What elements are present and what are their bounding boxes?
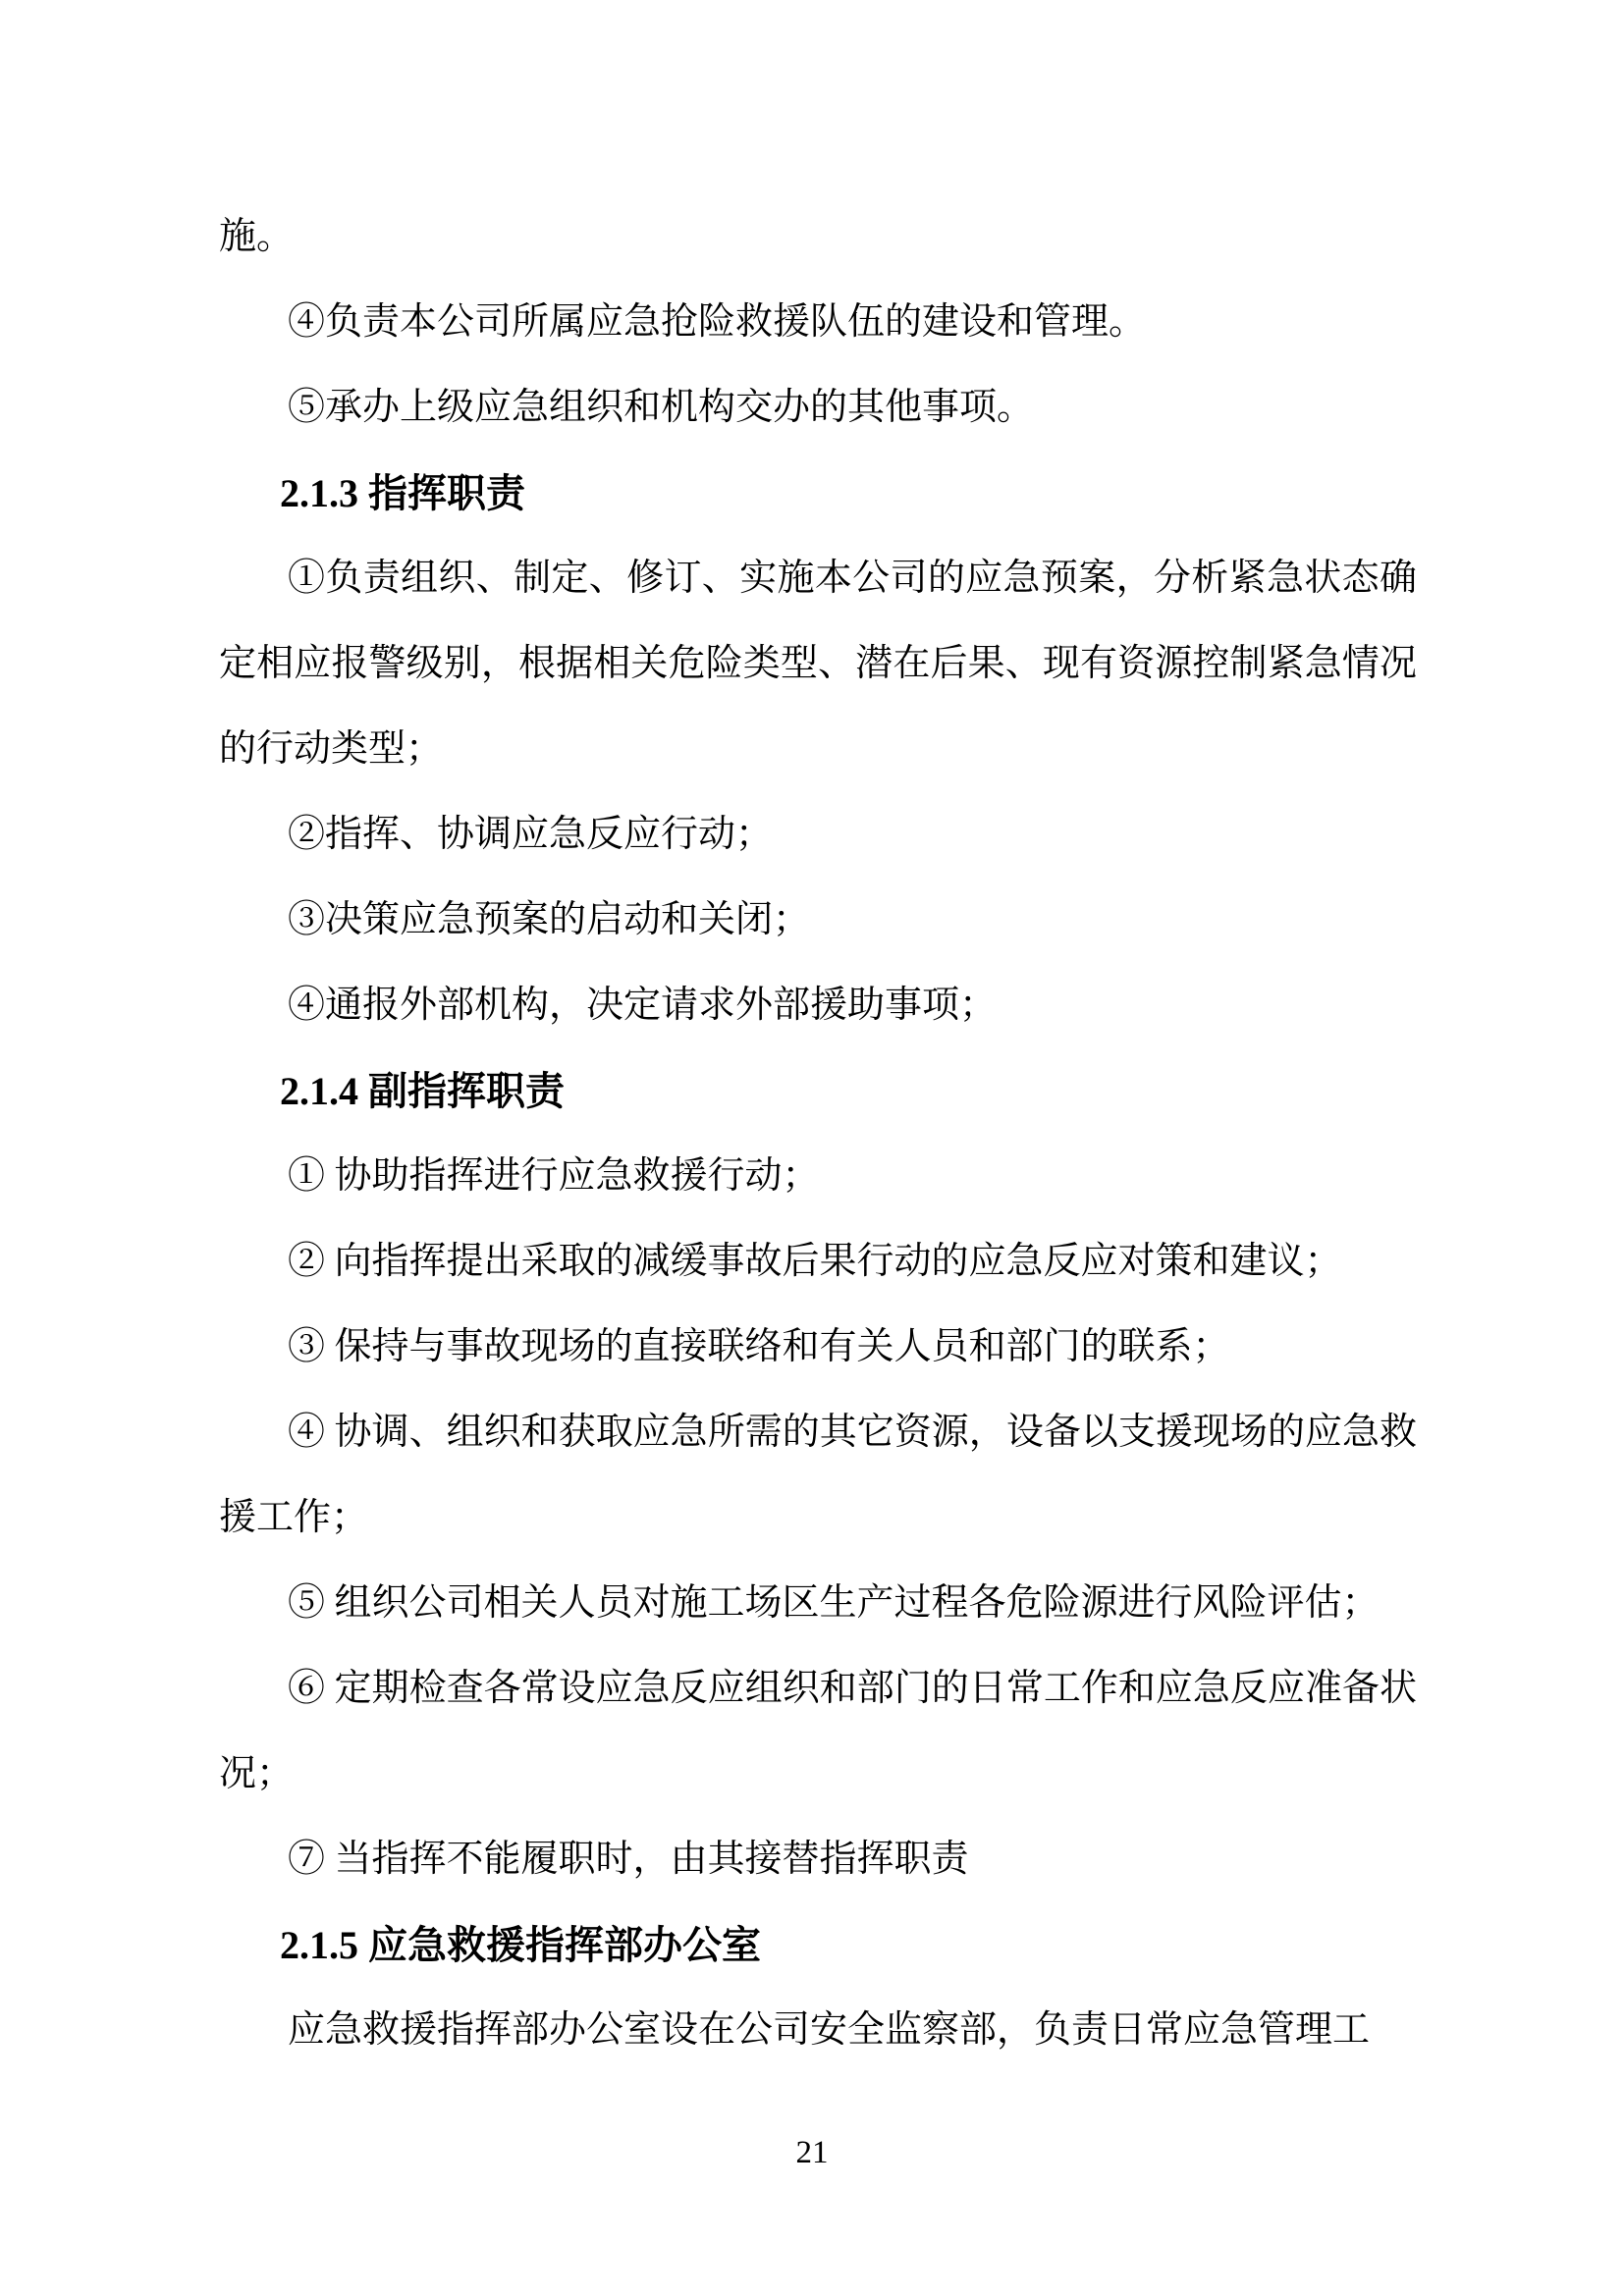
list-item-paragraph: ②指挥、协调应急反应行动； — [288, 814, 774, 855]
list-item-paragraph: ① 协助指挥进行应急救援行动； — [288, 1155, 820, 1197]
list-item-paragraph: ④ 协调、组织和获取应急所需的其它资源，设备以支援现场的应急救援工作； — [219, 1412, 1417, 1538]
section-heading-2-1-3: 2.1.3 指挥职责 — [280, 471, 525, 515]
list-item-paragraph: ⑤承办上级应急组织和机构交办的其他事项。 — [288, 387, 1035, 428]
paragraph-continuation: 施。 — [219, 216, 295, 257]
list-item-paragraph: ⑦ 当指挥不能履职时，由其接替指挥职责 — [288, 1839, 969, 1880]
list-item-paragraph: ⑥ 定期检查各常设应急反应组织和部门的日常工作和应急反应准备状况； — [219, 1668, 1417, 1794]
list-item-paragraph: ② 向指挥提出采取的减缓事故后果行动的应急反应对策和建议； — [288, 1241, 1342, 1282]
section-heading-2-1-4: 2.1.4 副指挥职责 — [280, 1069, 565, 1113]
list-item-paragraph: ⑤ 组织公司相关人员对施工场区生产过程各危险源进行风险评估； — [288, 1582, 1380, 1624]
list-item-paragraph: ③ 保持与事故现场的直接联络和有关人员和部门的联系； — [288, 1326, 1230, 1367]
page-number: 21 — [795, 2135, 829, 2170]
list-item-paragraph: ④负责本公司所属应急抢险救援队伍的建设和管理。 — [288, 301, 1147, 343]
page-content — [219, 194, 1417, 2073]
list-item-paragraph: ③决策应急预案的启动和关闭； — [288, 899, 811, 940]
body-paragraph: 应急救援指挥部办公室设在公司安全监察部，负责日常应急管理工 — [288, 2009, 1371, 2051]
section-heading-2-1-5: 2.1.5 应急救援指挥部办公室 — [280, 1923, 761, 1967]
list-item-paragraph: ①负责组织、制定、修订、实施本公司的应急预案，分析紧急状态确定相应报警级别，根据相关危险类型、潜在后果、现有资源控制紧急情况的行动类型； — [219, 558, 1417, 770]
list-item-paragraph: ④通报外部机构，决定请求外部援助事项； — [288, 985, 998, 1026]
